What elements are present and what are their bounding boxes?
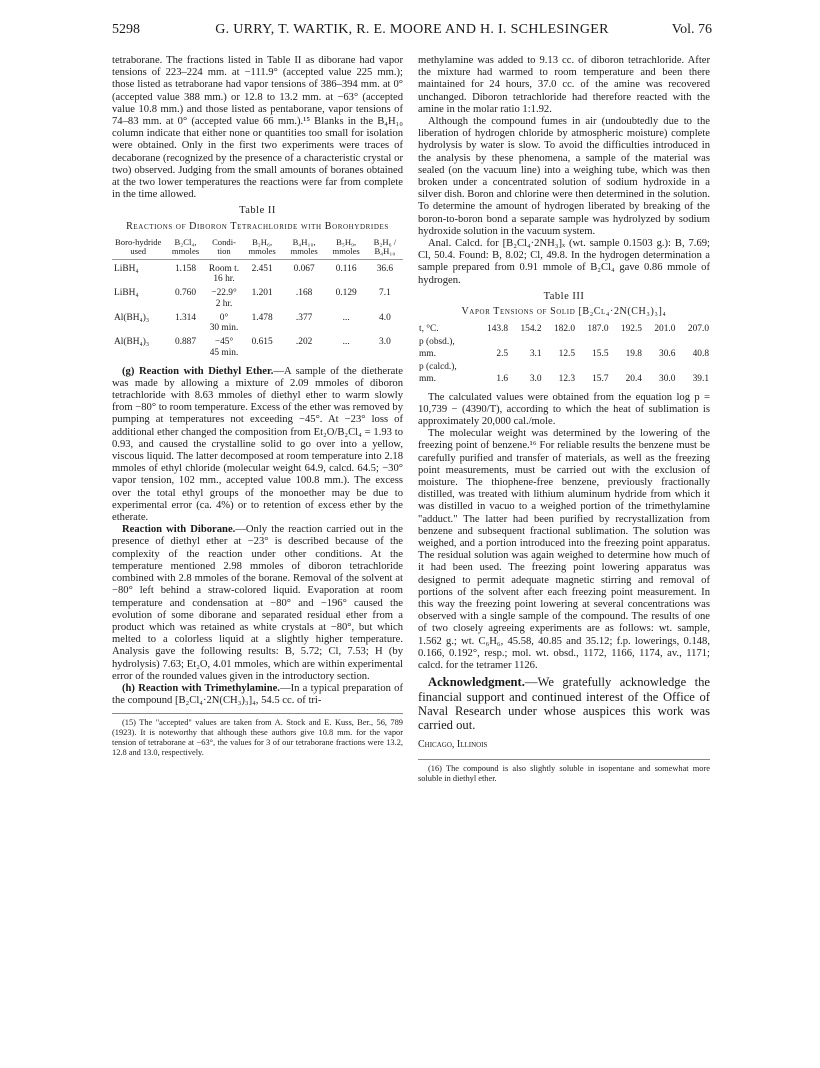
table-cell — [241, 323, 282, 333]
table-cell: 3.0 — [379, 337, 391, 348]
table-row — [112, 274, 403, 284]
paragraph-analysis: Anal. Calcd. for [B₂Cl₄·2NH₃]ₓ (wt. sample 0.1503 g.): B, 7.69; Cl, 50.4. Found: B, 8.02; Cl, 49.8. In the hydrogen determination a sample prepared from 0.91 mmole of B₂Cl₄ gave 0.86 mmole of hydrogen. — [418, 238, 710, 286]
table-cell: 2.5 — [496, 349, 509, 360]
table-cell: 39.1 — [692, 374, 709, 385]
table-cell: 1.201 — [251, 288, 273, 299]
table-cell: Al(BH₄)₃ — [114, 337, 150, 348]
table-cell — [509, 336, 542, 349]
table-cell — [325, 299, 366, 309]
section-heading-h: (h) Reaction with Trimethylamine. — [122, 682, 280, 694]
table-cell — [676, 336, 710, 349]
table-cell — [241, 348, 282, 358]
table-cell: 0.760 — [174, 288, 197, 299]
table-cell — [367, 274, 403, 284]
table-cell: 15.5 — [592, 349, 609, 360]
table-cell: Room t. — [208, 263, 240, 274]
table-cell: 0.129 — [335, 288, 357, 299]
row-label: t, °C. — [419, 324, 439, 335]
table-cell: LiBH₄ — [114, 288, 139, 299]
table-cell: 1.158 — [174, 263, 197, 274]
table-row — [112, 309, 403, 324]
table-cell — [241, 274, 282, 284]
paragraph-diethyl-ether: (g) Reaction with Diethyl Ether.—A sample of the dietherate was made by allowing a mixture of 2.09 mmoles of diboron tetrachloride with 8.63 mmoles of diethyl ether to warm slowly from −80° to room temperature. Excess of the ether was removed by pumping at temperatures not exceeding −45°. At −23° loss of additional ether changed the composition from Et₂O/B₂Cl₄ = 1.93 to 0.93, and caused the crystalline solid to go over into a yellow, viscous liquid. The latter decomposed at room temperature into 2.18 mmoles of ethyl chloride (molecular weight 64.9, calcd. 64.5; −30° vapor tension, 102 mm., accepted value 100.8 mm.). The excess over the total ethyl groups of the monoether may be due to experimental error (ca. 4%) or to retention of excess ether by the etherate. — [112, 365, 403, 524]
section-heading-g: (g) Reaction with Diethyl Ether. — [122, 365, 274, 377]
table-cell: 0.067 — [293, 263, 315, 274]
table-cell — [509, 361, 542, 374]
table-cell — [164, 348, 206, 358]
page-number: 5298 — [112, 22, 140, 37]
paragraph-equation: The calculated values were obtained from the equation log p = 10,739 − (4390/T), according to which the heat of sublimation is approximately 20,000 cal./mole. — [418, 391, 710, 427]
table-2-header: B₂Cl₄, mmoles — [164, 238, 206, 260]
table-cell — [164, 323, 206, 333]
right-column — [418, 55, 710, 784]
table-cell — [164, 299, 206, 309]
table-2-header: B₅H₉, mmoles — [325, 238, 366, 260]
table-cell — [112, 323, 164, 333]
table-2-caption: Reactions of Diboron Tetrachloride with Borohydrides — [126, 220, 389, 232]
table-cell: −22.9° — [211, 288, 237, 299]
table-cell — [325, 274, 366, 284]
table-cell — [164, 274, 206, 284]
table-cell: 15.7 — [592, 374, 609, 385]
table-cell: 30.6 — [659, 349, 676, 360]
table-cell: 0.116 — [335, 263, 357, 274]
table-cell: 0.615 — [251, 337, 273, 348]
acknowledgment: Acknowledgment.—We gratefully acknowledge the financial support and continued interest of the Office of Naval Research under whose auspices this work was carried out. — [418, 675, 710, 733]
table-row — [418, 361, 710, 374]
table-cell: 1.6 — [496, 374, 509, 385]
volume-label: Vol. 76 — [671, 22, 712, 37]
table-cell — [241, 299, 282, 309]
table-cell: 1.478 — [251, 312, 273, 323]
table-cell — [476, 361, 509, 374]
table-row — [112, 259, 403, 274]
table-cell — [283, 274, 326, 284]
table-cell: 40.8 — [692, 349, 709, 360]
table-cell: 12.3 — [558, 374, 576, 385]
table-cell: ... — [342, 337, 350, 348]
table-cell — [367, 323, 403, 333]
table-cell — [543, 361, 576, 374]
table-cell: 0° — [219, 312, 229, 323]
paragraph-fractions: tetraborane. The fractions listed in Table II as diborane had vapor tensions of 223–224 mm. at −111.9° (accepted value 225 mm.); those listed as tetraborane had vapor tensions of 386–394 mm. at 0° (accepted value 388 mm.) or 12.8 to 13.2 mm. at −63° (accepted value 10.8 mm.) and those listed as pentaborane, vapor tensions of 74–83 mm. at 0° (accepted value 66 mm.).¹⁵ Blanks in the B₄H₁₀ column indicate that either none or quantities too small for isolation were obtained. Only in the first two experiments were traces of decaborane (recognized by the presence of a characteristic crystal or two) observed. Judging from the small amounts of boranes obtained at the two lower temperatures the reactions were far from complete in the time allowed. — [112, 55, 403, 201]
paragraph-molecular-weight: The molecular weight was determined by the lowering of the freezing point of benzene.¹⁶ For reliable results the benzene must be carefully purified and transfer of materials, as well as the freezing point measurements, must be carried out with the exclusion of moisture. The thiophene-free benzene, previously fractionally distilled, was treated with lithium aluminum hydride from which it was distilled in vacuo to a weighed portion of the trimethylamine "adduct." The latter had been purified by recrystallization from benzene and subsequent fractional sublimation. The solution was weighed, and a portion introduced into the freezing point apparatus. The residual solution was again weighed to determine how much of it had been used. The freezing point lowering apparatus was designed to permit adequate magnetic stirring and removal of portions of the solvent after each freezing point measurement. In this way the freezing point lowering at several concentrations was observed with a single sample of the compound. The results of one of two closely agreeing experiments are as follows: wt. sample, 1.562 g.; wt. C₆H₆, 45.58, 40.85 and 35.12; f.p. lowerings, 0.148, 0.166, 0.192°, resp.; mol. wt. obsd., 1172, 1166, 1174, av., 1171; calcd. for the tetramer 1126. — [418, 428, 710, 672]
table-2-title: Table II — [239, 205, 276, 217]
table-2-header: B₂H₆, mmoles — [241, 238, 282, 260]
table-cell — [325, 348, 366, 358]
table-cell: 2.451 — [251, 263, 273, 274]
table-cell: 30 min. — [209, 323, 239, 334]
affiliation-city: Chicago, Illinois — [418, 738, 488, 750]
running-header — [112, 22, 712, 42]
table-cell: Al(BH₄)₃ — [114, 312, 150, 323]
table-3-caption: Vapor Tensions of Solid [B₂Cl₄·2N(CH₃)₃]₄ — [461, 306, 667, 318]
table-cell — [283, 323, 326, 333]
table-row — [112, 284, 403, 299]
paragraph-amine-ratio: methylamine was added to 9.13 cc. of diboron tetrachloride. After the mixture had warmed to room temperature and been there maintained for 24 hours, 37.0 cc. of the amine was recovered unchanged. Diboron tetrachloride had therefore reacted with the amine in the molar ratio 1:1.92. — [418, 55, 710, 115]
table-2-header: Condi-tion — [207, 238, 242, 260]
table-cell — [112, 274, 164, 284]
table-row — [112, 333, 403, 348]
table-cell: 187.0 — [587, 324, 609, 335]
table-cell — [367, 348, 403, 358]
row-label: p (calcd.), — [419, 361, 457, 372]
table-cell — [576, 336, 609, 349]
row-label: mm. — [419, 374, 436, 385]
table-row — [112, 299, 403, 309]
table-row — [418, 336, 710, 349]
table-cell: 192.5 — [620, 324, 642, 335]
table-2-header: B₂H₆ / B₄H₁₀ — [367, 238, 403, 260]
table-3 — [418, 323, 710, 386]
table-cell: 182.0 — [553, 324, 576, 335]
footnote-15: (15) The "accepted" values are taken from A. Stock and E. Kuss, Ber., 56, 789 (1923). It is noteworthy that although these authors give 10.8 mm. for the vapor tension of tetraborane at −63°, the values for 3 of our tetraborane fractions were 13.2, 12.8 and 13.0, respectively. — [112, 713, 403, 758]
table-cell — [576, 361, 609, 374]
table-cell: 143.8 — [487, 324, 509, 335]
table-cell: 0.887 — [174, 337, 197, 348]
table-cell — [476, 336, 509, 349]
footnote-16: (16) The compound is also slightly soluble in isopentane and somewhat more soluble in diethyl ether. — [418, 759, 710, 784]
table-row — [112, 348, 403, 358]
table-cell: 154.2 — [520, 324, 542, 335]
table-cell: 45 min. — [209, 347, 239, 358]
table-cell — [610, 336, 643, 349]
table-cell — [283, 299, 326, 309]
table-row — [418, 373, 710, 386]
table-cell: .168 — [295, 288, 313, 299]
table-cell: 201.0 — [654, 324, 676, 335]
table-cell: .377 — [295, 312, 313, 323]
table-cell: −45° — [214, 337, 234, 348]
table-cell: 3.1 — [529, 349, 542, 360]
table-cell: 16 hr. — [213, 274, 235, 285]
table-cell: 4.0 — [379, 312, 391, 323]
row-label: p (obsd.), — [419, 336, 455, 347]
left-column — [112, 55, 403, 758]
table-cell — [112, 299, 164, 309]
table-cell: 12.5 — [558, 349, 576, 360]
paragraph-hydrolysis: Although the compound fumes in air (undoubtedly due to the liberation of hydrogen chloride by atmospheric moisture) complete hydrolysis by water is slow. To avoid the difficulties introduced in the analysis by these phenomena, a sample of the material was sealed (on the vacuum line) into a weighing tube, which was then broken under a concentrated solution of sodium hydroxide in a silver dish. Boron and chlorine were then determined in the solution. To determine the amount of hydrogen liberated by breaking of the boron-to-boron bond a separate sample was hydrolyzed by sodium hydroxide solution in the vacuum system. — [418, 116, 710, 237]
table-row — [418, 323, 710, 336]
table-3-title: Table III — [543, 290, 585, 302]
table-row — [112, 323, 403, 333]
table-cell — [676, 361, 710, 374]
table-cell: 30.0 — [659, 374, 676, 385]
table-cell: 3.0 — [529, 374, 542, 385]
table-cell: 1.314 — [174, 312, 197, 323]
table-cell: 207.0 — [687, 324, 709, 335]
table-cell: 7.1 — [379, 288, 391, 299]
table-cell: .202 — [295, 337, 313, 348]
table-cell: 19.8 — [625, 349, 642, 360]
author-line: G. URRY, T. WARTIK, R. E. MOORE AND H. I. SCHLESINGER — [215, 22, 609, 37]
table-cell — [610, 361, 643, 374]
table-cell — [112, 348, 164, 358]
table-cell: LiBH₄ — [114, 263, 139, 274]
table-cell — [367, 299, 403, 309]
table-cell: ... — [342, 312, 350, 323]
table-cell — [643, 336, 676, 349]
table-cell — [643, 361, 676, 374]
table-2 — [112, 238, 403, 358]
section-heading-diborane: Reaction with Diborane. — [122, 524, 236, 536]
table-2-header: Boro-hydride used — [112, 238, 164, 260]
row-label: mm. — [419, 349, 436, 360]
table-cell: 2 hr. — [215, 298, 233, 309]
paragraph-diborane: Reaction with Diborane.—Only the reaction carried out in the presence of diethyl ether at −23° is described because of the complexity of the reaction under other conditions. At the temperature mentioned 2.98 mmoles of diboron tetrachloride combined with 2.8 mmoles of the borane. Removal of the solvent at −80° left behind a straw-colored liquid. Evaporation at room temperature and condensation at −80° and −196° caused the evolution of some diborane and separated residual ether from a product which was retained as white crystals at −80°, but which melted to a colorless liquid at a slightly higher temperature. Analysis gave the following results: B, 5.72; Cl, 7.53; H (by hydrolysis) 7.63; Et₂O, 4.01 mmoles, which are within experimental error of the rounded values given in the introductory section. — [112, 524, 403, 682]
table-cell: 36.6 — [376, 263, 394, 274]
acknowledgment-heading: Acknowledgment. — [428, 675, 525, 690]
paragraph-trimethylamine: (h) Reaction with Trimethylamine.—In a typical preparation of the compound [B₂Cl₄·2N(CH₃)₃]₄, 54.5 cc. of tri- — [112, 682, 403, 707]
table-row — [418, 348, 710, 361]
table-2-header: B₄H₁₀, mmoles — [283, 238, 326, 260]
table-cell — [283, 348, 326, 358]
table-cell: 20.4 — [625, 374, 642, 385]
table-cell — [325, 323, 366, 333]
table-cell — [543, 336, 576, 349]
